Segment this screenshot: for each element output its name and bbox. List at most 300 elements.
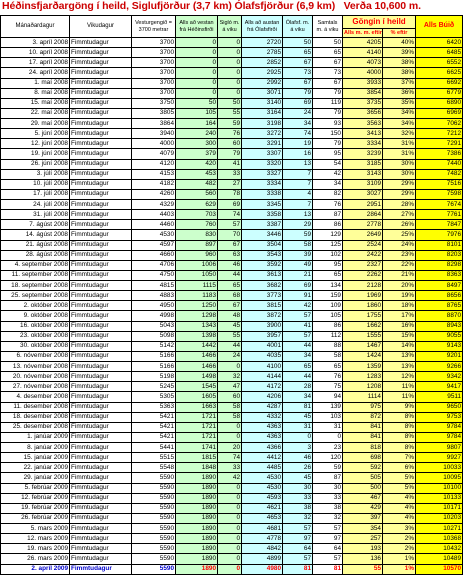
tunnel-length-cell: 5590 — [132, 554, 176, 564]
day-cell: Fimmtudagur — [70, 554, 132, 564]
pct-left-cell: 30% — [383, 159, 416, 169]
header-date: Mánaðardagur — [1, 16, 70, 38]
olafsf-week-cell: 3 — [283, 443, 313, 453]
meters-left-cell: 1662 — [343, 321, 383, 331]
day-cell: Fimmtudagur — [70, 48, 132, 58]
combined-week-cell: 120 — [313, 453, 343, 463]
east-total-cell: 3071 — [242, 88, 283, 98]
pct-left-cell: 1% — [383, 554, 416, 564]
tunnel-length-cell: 5421 — [132, 412, 176, 422]
pct-left-cell: 25% — [383, 230, 416, 240]
olafsf-week-cell: 57 — [283, 524, 313, 534]
siglo-week-cell: 44 — [218, 341, 242, 351]
pct-left-cell: 38% — [383, 58, 416, 68]
meters-left-cell: 3413 — [343, 129, 383, 139]
header-west-total: Alls að vestan frá Héðinsfirði — [176, 16, 218, 38]
day-cell: Fimmtudagur — [70, 351, 132, 361]
combined-week-cell: 88 — [313, 341, 343, 351]
header-day: Vikudagur — [70, 16, 132, 38]
siglo-week-cell: 0 — [218, 524, 242, 534]
combined-week-cell: 33 — [313, 493, 343, 503]
day-cell: Fimmtudagur — [70, 362, 132, 372]
tunnel-length-cell: 5363 — [132, 402, 176, 412]
table-row — [1, 139, 463, 149]
combined-week-cell: 139 — [313, 402, 343, 412]
pct-left-cell: 7% — [383, 453, 416, 463]
alls-buid-cell: 8101 — [416, 240, 463, 250]
olafsf-week-cell: 29 — [283, 220, 313, 230]
day-cell: Fimmtudagur — [70, 291, 132, 301]
day-cell: Fimmtudagur — [70, 88, 132, 98]
west-total-cell: 830 — [176, 230, 218, 240]
west-total-cell: 1183 — [176, 291, 218, 301]
east-total-cell: 4363 — [242, 432, 283, 442]
alls-buid-cell: 10489 — [416, 554, 463, 564]
date-cell: 8. maí 2008 — [1, 88, 70, 98]
date-cell: 24. júlí 2008 — [1, 200, 70, 210]
combined-week-cell: 95 — [313, 260, 343, 270]
date-cell: 2. október 2008 — [1, 301, 70, 311]
meters-left-cell: 1359 — [343, 362, 383, 372]
tunnel-length-cell: 4120 — [132, 159, 176, 169]
pct-left-cell: 29% — [383, 179, 416, 189]
table-row — [1, 281, 463, 291]
east-total-cell: 4593 — [242, 493, 283, 503]
olafsf-week-cell: 13 — [283, 210, 313, 220]
siglo-week-cell: 20 — [218, 443, 242, 453]
west-total-cell: 0 — [176, 88, 218, 98]
date-cell: 18. september 2008 — [1, 281, 70, 291]
date-cell: 17. júlí 2008 — [1, 189, 70, 199]
east-total-cell: 3815 — [242, 301, 283, 311]
date-cell: 5. júní 2008 — [1, 129, 70, 139]
tunnel-length-cell: 3700 — [132, 68, 176, 78]
pct-left-cell: 4% — [383, 513, 416, 523]
pct-left-cell: 21% — [383, 270, 416, 280]
meters-left-cell: 2128 — [343, 281, 383, 291]
siglo-week-cell: 48 — [218, 311, 242, 321]
siglo-week-cell: 0 — [218, 362, 242, 372]
day-cell: Fimmtudagur — [70, 473, 132, 483]
tunnel-length-cell: 3805 — [132, 108, 176, 118]
west-total-cell: 1890 — [176, 513, 218, 523]
olafsf-week-cell: 50 — [283, 38, 313, 48]
combined-week-cell: 65 — [313, 362, 343, 372]
combined-week-cell: 0 — [313, 432, 343, 442]
siglo-week-cell: 0 — [218, 432, 242, 442]
west-total-cell: 1721 — [176, 432, 218, 442]
alls-buid-cell: 7516 — [416, 179, 463, 189]
siglo-week-cell: 0 — [218, 483, 242, 493]
olafsf-week-cell: 24 — [283, 108, 313, 118]
olafsf-week-cell: 97 — [283, 534, 313, 544]
tunnel-length-cell: 5441 — [132, 443, 176, 453]
table-row — [1, 483, 463, 493]
alls-buid-cell: 6779 — [416, 88, 463, 98]
east-total-cell: 3446 — [242, 230, 283, 240]
total-pct-left-cell: 1% — [383, 564, 416, 574]
alls-buid-cell: 7440 — [416, 159, 463, 169]
combined-week-cell: 30 — [313, 483, 343, 493]
combined-week-cell: 112 — [313, 331, 343, 341]
olafsf-week-cell: 57 — [283, 331, 313, 341]
siglo-week-cell: 0 — [218, 88, 242, 98]
table-row — [1, 351, 463, 361]
tunnel-length-cell: 5548 — [132, 463, 176, 473]
west-total-cell: 1890 — [176, 544, 218, 554]
olafsf-week-cell: 69 — [283, 98, 313, 108]
alls-buid-cell: 7598 — [416, 189, 463, 199]
west-total-cell: 1545 — [176, 382, 218, 392]
alls-buid-cell: 10203 — [416, 513, 463, 523]
olafsf-week-cell: 4 — [283, 189, 313, 199]
east-total-cell: 4035 — [242, 351, 283, 361]
date-cell: 26. febrúar 2009 — [1, 513, 70, 523]
tunnel-length-cell: 3700 — [132, 58, 176, 68]
siglo-week-cell: 68 — [218, 291, 242, 301]
olafsf-week-cell: 34 — [283, 119, 313, 129]
meters-left-cell: 500 — [343, 483, 383, 493]
pct-left-cell: 3% — [383, 524, 416, 534]
siglo-week-cell: 42 — [218, 473, 242, 483]
siglo-week-cell: 46 — [218, 260, 242, 270]
date-cell: 23. október 2008 — [1, 331, 70, 341]
table-row — [1, 473, 463, 483]
pct-left-cell: 24% — [383, 240, 416, 250]
day-cell: Fimmtudagur — [70, 443, 132, 453]
east-total-cell: 4530 — [242, 473, 283, 483]
table-row — [1, 392, 463, 402]
date-cell: 5. mars 2009 — [1, 524, 70, 534]
combined-week-cell: 94 — [313, 392, 343, 402]
west-total-cell: 1250 — [176, 301, 218, 311]
west-total-cell: 1605 — [176, 392, 218, 402]
date-cell: 27. nóvember 2008 — [1, 382, 70, 392]
alls-buid-cell: 6692 — [416, 78, 463, 88]
day-cell: Fimmtudagur — [70, 341, 132, 351]
west-total-cell: 1298 — [176, 311, 218, 321]
alls-buid-cell: 8363 — [416, 270, 463, 280]
header-combined-week: Samtals m. á viku — [313, 16, 343, 38]
olafsf-week-cell: 19 — [283, 139, 313, 149]
tunnel-length-cell: 3700 — [132, 88, 176, 98]
combined-week-cell: 105 — [313, 311, 343, 321]
west-total-cell: 105 — [176, 108, 218, 118]
alls-buid-cell: 9807 — [416, 443, 463, 453]
west-total-cell: 1721 — [176, 422, 218, 432]
date-cell: 22. maí 2008 — [1, 108, 70, 118]
olafsf-week-cell: 58 — [283, 240, 313, 250]
siglo-week-cell: 67 — [218, 301, 242, 311]
tunnel-length-cell: 5142 — [132, 341, 176, 351]
day-cell: Fimmtudagur — [70, 402, 132, 412]
total-meters-left-cell: 55 — [343, 564, 383, 574]
tunnel-length-cell: 4530 — [132, 230, 176, 240]
table-row — [1, 321, 463, 331]
day-cell: Fimmtudagur — [70, 412, 132, 422]
meters-left-cell: 3239 — [343, 149, 383, 159]
date-cell: 12. febrúar 2009 — [1, 493, 70, 503]
meters-left-cell: 467 — [343, 493, 383, 503]
east-total-cell: 3345 — [242, 200, 283, 210]
date-cell: 26. mars 2009 — [1, 554, 70, 564]
table-row — [1, 311, 463, 321]
alls-buid-cell: 8656 — [416, 291, 463, 301]
combined-week-cell: 76 — [313, 372, 343, 382]
combined-week-cell: 31 — [313, 422, 343, 432]
tunnel-length-cell: 3700 — [132, 38, 176, 48]
siglo-week-cell: 76 — [218, 129, 242, 139]
day-cell: Fimmtudagur — [70, 58, 132, 68]
tunnel-length-cell: 4660 — [132, 250, 176, 260]
siglo-week-cell: 74 — [218, 453, 242, 463]
meters-left-cell: 3027 — [343, 189, 383, 199]
meters-left-cell: 1424 — [343, 351, 383, 361]
meters-left-cell: 505 — [343, 473, 383, 483]
table-row — [1, 493, 463, 503]
tunnel-length-cell: 3940 — [132, 129, 176, 139]
table-row — [1, 58, 463, 68]
alls-buid-cell: 9753 — [416, 412, 463, 422]
combined-week-cell: 54 — [313, 159, 343, 169]
day-cell: Fimmtudagur — [70, 544, 132, 554]
alls-buid-cell: 7482 — [416, 169, 463, 179]
pct-left-cell: 30% — [383, 169, 416, 179]
pct-left-cell: 22% — [383, 260, 416, 270]
west-total-cell: 1741 — [176, 443, 218, 453]
tunnel-length-cell: 4153 — [132, 169, 176, 179]
header-eftir-m: m. eftir — [363, 29, 382, 36]
table-row — [1, 422, 463, 432]
combined-week-cell: 79 — [313, 108, 343, 118]
table-row — [1, 534, 463, 544]
alls-buid-cell: 7976 — [416, 230, 463, 240]
west-total-cell: 1890 — [176, 534, 218, 544]
pct-left-cell: 29% — [383, 189, 416, 199]
day-cell: Fimmtudagur — [70, 220, 132, 230]
pct-left-cell: 34% — [383, 119, 416, 129]
siglo-week-cell: 27 — [218, 179, 242, 189]
tunnel-length-cell: 5166 — [132, 362, 176, 372]
table-body — [1, 38, 463, 575]
day-cell: Fimmtudagur — [70, 392, 132, 402]
alls-buid-cell: 7062 — [416, 119, 463, 129]
date-cell: 11. desember 2008 — [1, 402, 70, 412]
olafsf-week-cell: 26 — [283, 463, 313, 473]
combined-week-cell: 86 — [313, 321, 343, 331]
pct-left-cell: 2% — [383, 544, 416, 554]
table-row — [1, 169, 463, 179]
olafsf-week-cell: 33 — [283, 493, 313, 503]
siglo-week-cell: 0 — [218, 534, 242, 544]
combined-week-cell: 65 — [313, 270, 343, 280]
pct-left-cell: 13% — [383, 362, 416, 372]
pct-left-cell: 28% — [383, 200, 416, 210]
olafsf-week-cell: 7 — [283, 169, 313, 179]
west-total-cell: 1890 — [176, 503, 218, 513]
alls-buid-cell: 9927 — [416, 453, 463, 463]
combined-week-cell: 67 — [313, 78, 343, 88]
alls-buid-cell: 9511 — [416, 392, 463, 402]
total-tunnel-length-cell: 5590 — [132, 564, 176, 574]
west-total-cell: 0 — [176, 48, 218, 58]
table-row — [1, 250, 463, 260]
east-total-cell: 4530 — [242, 483, 283, 493]
date-cell: 10. apríl 2008 — [1, 48, 70, 58]
east-total-cell: 3338 — [242, 189, 283, 199]
west-total-cell: 1890 — [176, 473, 218, 483]
siglo-week-cell: 0 — [218, 503, 242, 513]
meters-left-cell: 1860 — [343, 301, 383, 311]
east-total-cell: 3291 — [242, 139, 283, 149]
siglo-week-cell: 24 — [218, 351, 242, 361]
table-row — [1, 432, 463, 442]
date-cell: 11. september 2008 — [1, 270, 70, 280]
tunnel-length-cell: 4079 — [132, 149, 176, 159]
total-olafsf-week-cell: 81 — [283, 564, 313, 574]
meters-left-cell: 1555 — [343, 331, 383, 341]
alls-buid-cell: 9143 — [416, 341, 463, 351]
west-total-cell: 0 — [176, 78, 218, 88]
meters-left-cell: 4000 — [343, 68, 383, 78]
west-total-cell: 0 — [176, 68, 218, 78]
west-total-cell: 960 — [176, 250, 218, 260]
date-cell: 9. október 2008 — [1, 311, 70, 321]
olafsf-week-cell: 46 — [283, 453, 313, 463]
table-row — [1, 240, 463, 250]
siglo-week-cell: 69 — [218, 200, 242, 210]
olafsf-week-cell: 44 — [283, 372, 313, 382]
table-row — [1, 554, 463, 564]
alls-buid-cell: 10033 — [416, 463, 463, 473]
olafsf-week-cell: 79 — [283, 88, 313, 98]
title-main: Héðinsfjarðargöng í heild, Siglufjörður (3,7 km) Ólafsfjörður (6,9 km) — [2, 0, 336, 12]
combined-week-cell: 129 — [313, 230, 343, 240]
day-cell: Fimmtudagur — [70, 159, 132, 169]
siglo-week-cell: 57 — [218, 220, 242, 230]
day-cell: Fimmtudagur — [70, 372, 132, 382]
tunnel-length-cell: 4403 — [132, 210, 176, 220]
alls-buid-cell: 8298 — [416, 260, 463, 270]
date-cell: 29. maí 2008 — [1, 119, 70, 129]
pct-left-cell: 27% — [383, 210, 416, 220]
alls-buid-cell: 9201 — [416, 351, 463, 361]
siglo-week-cell: 0 — [218, 58, 242, 68]
pct-left-cell: 34% — [383, 108, 416, 118]
tunnel-length-cell: 4000 — [132, 139, 176, 149]
table-row — [1, 78, 463, 88]
pct-left-cell: 18% — [383, 301, 416, 311]
west-total-cell: 50 — [176, 98, 218, 108]
east-total-cell: 3543 — [242, 250, 283, 260]
day-cell: Fimmtudagur — [70, 98, 132, 108]
combined-week-cell: 38 — [313, 503, 343, 513]
siglo-week-cell: 79 — [218, 149, 242, 159]
west-total-cell: 453 — [176, 169, 218, 179]
tunnel-length-cell: 5590 — [132, 493, 176, 503]
day-cell: Fimmtudagur — [70, 169, 132, 179]
pct-left-cell: 31% — [383, 149, 416, 159]
pct-left-cell: 5% — [383, 473, 416, 483]
east-total-cell: 4206 — [242, 392, 283, 402]
date-cell: 12. júní 2008 — [1, 139, 70, 149]
combined-week-cell: 32 — [313, 513, 343, 523]
day-cell: Fimmtudagur — [70, 250, 132, 260]
header-siglo-week: Sigló m. á viku — [218, 16, 242, 38]
siglo-week-cell: 74 — [218, 210, 242, 220]
olafsf-week-cell: 65 — [283, 362, 313, 372]
date-cell: 13. nóvember 2008 — [1, 362, 70, 372]
meters-left-cell: 2262 — [343, 270, 383, 280]
meters-left-cell: 1969 — [343, 291, 383, 301]
siglo-week-cell: 63 — [218, 250, 242, 260]
date-cell: 21. ágúst 2008 — [1, 240, 70, 250]
east-total-cell: 4144 — [242, 372, 283, 382]
olafsf-week-cell: 28 — [283, 382, 313, 392]
table-row — [1, 210, 463, 220]
alls-buid-cell: 8497 — [416, 281, 463, 291]
olafsf-week-cell: 16 — [283, 149, 313, 159]
day-cell: Fimmtudagur — [70, 422, 132, 432]
tunnel-length-cell: 5590 — [132, 473, 176, 483]
title-suffix: Verða 10,600 m. — [343, 0, 421, 12]
sheet-title — [2, 0, 421, 12]
pct-left-cell: 23% — [383, 250, 416, 260]
east-total-cell: 3334 — [242, 179, 283, 189]
date-cell: 15. janúar 2009 — [1, 453, 70, 463]
alls-buid-cell: 10171 — [416, 503, 463, 513]
alls-buid-cell: 9417 — [416, 382, 463, 392]
siglo-week-cell: 58 — [218, 412, 242, 422]
olafsf-week-cell: 65 — [283, 48, 313, 58]
meters-left-cell: 3563 — [343, 119, 383, 129]
olafsf-week-cell: 13 — [283, 159, 313, 169]
date-cell: 24. apríl 2008 — [1, 68, 70, 78]
day-cell: Fimmtudagur — [70, 301, 132, 311]
alls-buid-cell: 10095 — [416, 473, 463, 483]
alls-buid-cell: 9342 — [416, 372, 463, 382]
pct-left-cell: 14% — [383, 341, 416, 351]
east-total-cell: 4100 — [242, 362, 283, 372]
table-row — [1, 159, 463, 169]
tunnel-length-cell: 4815 — [132, 281, 176, 291]
east-total-cell: 4778 — [242, 534, 283, 544]
tunnel-length-cell: 5590 — [132, 513, 176, 523]
alls-buid-cell: 8943 — [416, 321, 463, 331]
tunnel-length-cell: 4750 — [132, 270, 176, 280]
day-cell: Fimmtudagur — [70, 260, 132, 270]
west-total-cell: 629 — [176, 200, 218, 210]
tunnel-length-cell: 4260 — [132, 189, 176, 199]
pct-left-cell: 17% — [383, 311, 416, 321]
olafsf-week-cell: 42 — [283, 301, 313, 311]
meters-left-cell: 841 — [343, 432, 383, 442]
meters-left-cell: 397 — [343, 513, 383, 523]
meters-left-cell: 2778 — [343, 220, 383, 230]
siglo-week-cell: 0 — [218, 78, 242, 88]
west-total-cell: 1890 — [176, 493, 218, 503]
pct-left-cell: 40% — [383, 38, 416, 48]
east-total-cell: 3164 — [242, 108, 283, 118]
meters-left-cell: 2327 — [343, 260, 383, 270]
table-row — [1, 372, 463, 382]
meters-left-cell: 1208 — [343, 382, 383, 392]
combined-week-cell: 87 — [313, 473, 343, 483]
tunnel-length-cell: 4329 — [132, 200, 176, 210]
meters-left-cell: 698 — [343, 453, 383, 463]
table-row — [1, 513, 463, 523]
west-total-cell: 482 — [176, 179, 218, 189]
